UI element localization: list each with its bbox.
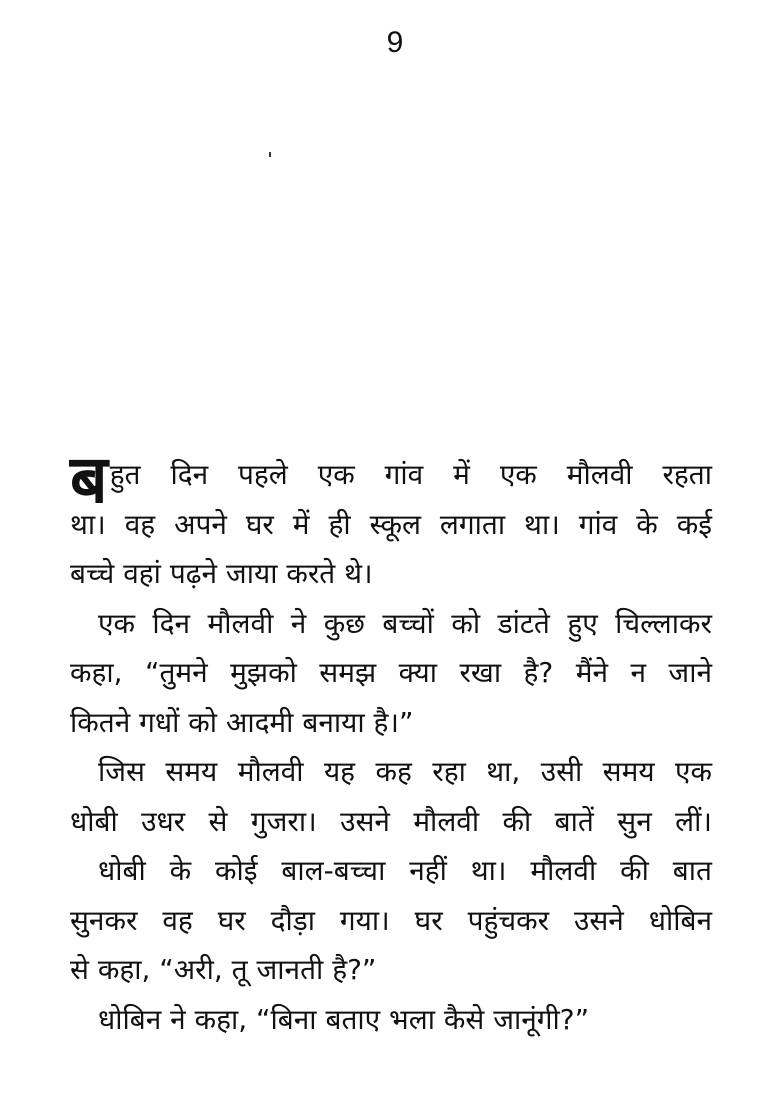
text-line [70,440,712,518]
scan-speck [269,152,271,157]
text-line: कितने गधों को आदमी बनाया है।” [70,705,414,739]
text-line: एक दिन मौलवी ने कुछ बच्चों को डांटते हुए चिल्लाकर [98,606,712,640]
text-line: सुनकर वह घर दौड़ा गया। घर पहुंचकर उसने धोबिन [70,903,712,937]
text-line: से कहा, “अरी, तू जानती है?” [70,953,377,986]
drop-cap: ब [70,440,108,518]
story-text [70,440,712,1044]
page-number: 9 [386,26,404,59]
text-line: था। वह अपने घर में ही स्कूल लगाता था। गांव के कई [70,507,712,541]
text-line: धोबिन ने कहा, “बिना बताए भला कैसे जानूंगी?” [98,1002,590,1036]
text-line: जिस समय मौलवी यह कह रहा था, उसी समय एक [98,755,712,788]
text-line: कहा, “तुमने मुझको समझ क्या रखा है? मैंने न जाने [70,656,712,689]
text-line: धोबी के कोई बाल-बच्चा नहीं था। मौलवी की बात [98,854,712,887]
text-line: धोबी उधर से गुजरा। उसने मौलवी की बातें सुन लीं। [70,804,712,838]
text-line-content: हुत दिन पहले एक गांव में एक मौलवी रहता [109,458,712,491]
text-line: बच्चे वहां पढ़ने जाया करते थे। [70,557,373,590]
